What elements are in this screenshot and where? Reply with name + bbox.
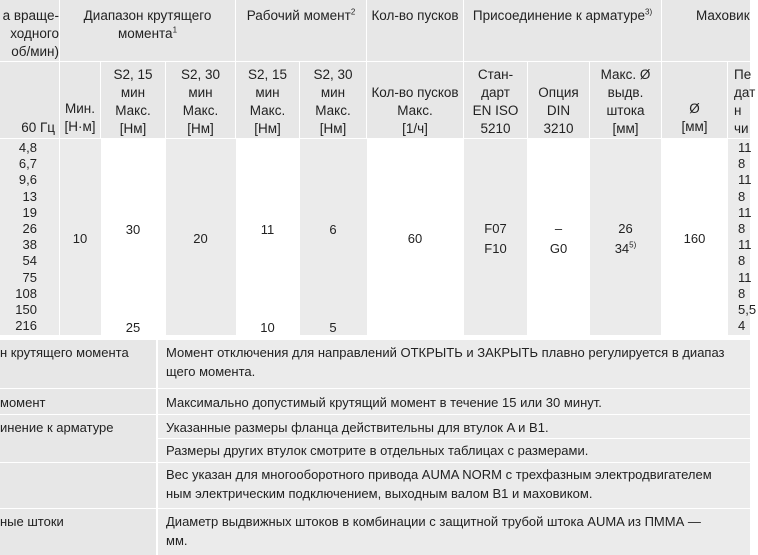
table-row: 4,8 (18, 140, 37, 155)
header-hz: 60 Гц (21, 120, 55, 135)
value-stem-1: 26 (618, 221, 633, 236)
value-s2-30-max: 20 (193, 231, 208, 246)
header-starts-max: Кол-во пусков Макс. [1/ч] (371, 85, 459, 136)
note-label: н крутящего момента (0, 345, 129, 360)
note-label: инение к арматуре (0, 420, 114, 435)
header-stem: Макс. Ø выдв. штока [мм] (600, 67, 651, 136)
note-text: Момент отключения для направлений ОТКРЫТЬ и ЗАКРЫТЬ плавно регулируется в диапаз (166, 345, 725, 360)
header-s2-30: S2, 30 мин Макс. [Нм] (180, 67, 221, 136)
value-work-30-last: 5 (329, 320, 337, 335)
header-handwheel: Маховик (696, 8, 750, 23)
value-work-15-last: 10 (260, 320, 275, 335)
header-diameter: Ø [мм] (681, 101, 708, 134)
value-diameter: 160 (683, 231, 706, 246)
table-row: 9,6 (18, 172, 37, 188)
header-speed: а враще- ходного об/мин) (2, 8, 59, 59)
header-standard: Стан- дарт EN ISO 5210 (472, 67, 519, 136)
body-grey-col-std (464, 139, 527, 335)
value-starts: 60 (407, 231, 423, 246)
note-label: момент (0, 395, 46, 410)
note-label: ные штоки (0, 514, 64, 529)
table-row: 75 (22, 269, 37, 285)
note-text: Указанные размеры фланца действительны для втулок A и B1. (166, 420, 549, 435)
table-row: 26 (22, 220, 37, 236)
speeds-column (0, 139, 37, 333)
note-text: мм. (166, 533, 188, 548)
note-text: ным электрическим подключением, выходным валом B1 и маховиком. (166, 486, 593, 501)
value-opt-1: – (554, 221, 563, 236)
note-text: Размеры других втулок смотрите в отдельных таблицах с размерами. (166, 443, 589, 458)
header-s2-15: S2, 15 мин Макс. [Нм] (113, 67, 153, 136)
header-torque-range: Диапазон крутящего момента$^1$ (83, 8, 212, 41)
value-work-15: 11 (260, 222, 275, 237)
value-min: 10 (72, 231, 88, 246)
table-row: 13 (22, 188, 37, 204)
value-std-2: F10 (484, 241, 507, 256)
value-work-30: 6 (329, 222, 337, 237)
header-option: Опция DIN 3210 (538, 85, 579, 136)
header-connection: Присоединение к арматуре$^{3)}$ (472, 7, 653, 23)
table-row: 108 (15, 285, 37, 301)
value-opt-2: G0 (549, 241, 568, 256)
note-text: Вес указан для многооборотного привода AUMA NORM с трехфазным электродвигателем (166, 467, 712, 482)
table-row: 6,7 (18, 156, 37, 172)
note-text: щего момента. (166, 364, 256, 379)
body-grey-col-stem (590, 139, 661, 335)
note-text: Диаметр выдвижных штоков в комбинации с защитной трубой штока AUMA из ПММА — (166, 514, 701, 529)
value-s2-15-max: 30 (125, 222, 141, 237)
value-std-1: F07 (484, 221, 507, 236)
header-starts: Кол-во пусков (371, 8, 459, 23)
table-row: 19 (22, 204, 37, 220)
table-row: 150 (15, 301, 37, 317)
header-working-torque: Рабочий момент$^2$ (246, 7, 356, 23)
table-row: 54 (22, 253, 37, 269)
header-min: Мин. [Н·м] (64, 101, 96, 134)
value-stem-2: 34$^{5)}$ (614, 240, 637, 256)
table-row: 38 (22, 237, 37, 253)
table-row: 216 (15, 318, 37, 334)
value-s2-15-max-last: 25 (125, 320, 141, 335)
header-last: Пе дат н чи (734, 67, 756, 136)
last-column: 11 8 11 8 11 8 11 8 11 8 5,5 4 (738, 140, 757, 334)
header-work-s2-15: S2, 15 мин Макс. [Нм] (247, 67, 288, 136)
header-work-s2-30: S2, 30 мин Макс. [Нм] (313, 67, 353, 136)
note-text: Максимально допустимый крутящий момент в течение 15 или 30 минут. (166, 395, 602, 410)
